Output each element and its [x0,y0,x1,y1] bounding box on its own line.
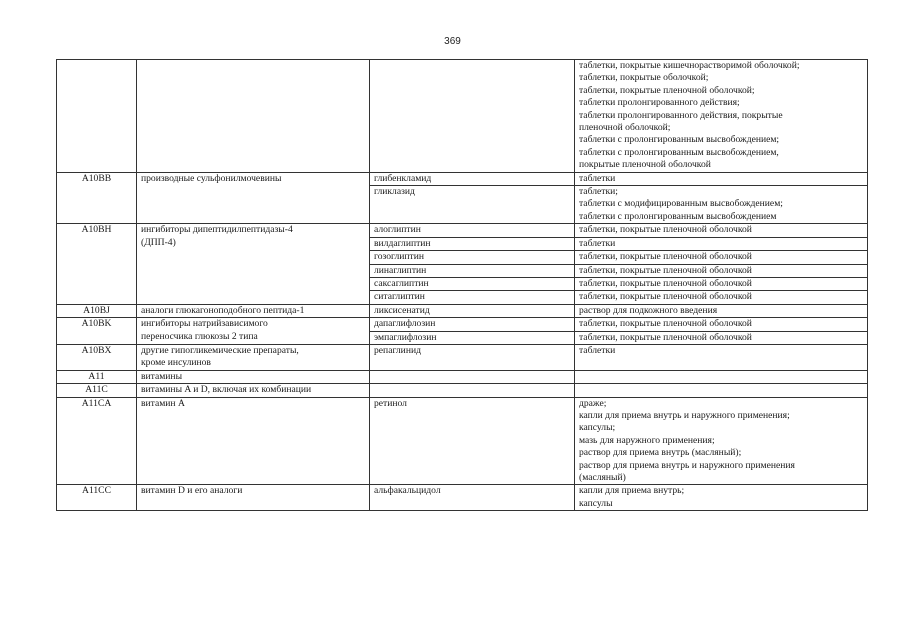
dosage-form-list [579,305,863,317]
dosage-form-list [579,186,863,223]
drug-name-cell: саксаглиптин [370,277,575,290]
dosage-form-list [579,224,863,236]
dosage-form-list [579,345,863,357]
atc-code-cell: A11 [57,370,137,383]
drug-name-cell: дапаглифлозин [370,318,575,331]
dosage-form-cell [575,264,868,277]
text-line: витамины [141,370,183,382]
group-cell [137,384,370,397]
group-cell [137,397,370,485]
group-cell [137,485,370,511]
group-name [141,371,365,383]
dosage-form-cell [575,224,868,237]
drug-name-cell: вилдаглиптин [370,237,575,250]
atc-code-cell [57,60,137,173]
text-line: раствор для приема внутрь и наружного применения [579,459,795,471]
dosage-form-list [579,332,863,344]
atc-code-cell: A10BK [57,318,137,345]
text-line: драже; [579,397,607,409]
text-line: таблетки [579,172,616,184]
drug-name-cell [370,60,575,173]
text-line: таблетки с пролонгированным высвобождением; [579,134,780,146]
dosage-form-cell [575,331,868,344]
atc-code-cell: A11C [57,384,137,397]
table-row [57,384,868,397]
atc-code-cell: A10BJ [57,304,137,317]
text-line: капсулы; [579,422,616,434]
text-line: покрытые пленочной оболочкой [579,159,711,171]
drug-name-cell: линаглиптин [370,264,575,277]
text-line: таблетки, покрытые оболочкой; [579,72,709,84]
table-row [57,397,868,485]
group-cell [137,370,370,383]
dosage-form-cell [575,251,868,264]
drug-name-cell: альфакальцидол [370,485,575,511]
text-line: таблетки, покрытые пленочной оболочкой [579,291,752,303]
text-line: таблетки, покрытые кишечнорастворимой оболочкой; [579,60,800,71]
text-line: таблетки с пролонгированным высвобождением, [579,146,779,158]
group-name [141,345,365,370]
group-name [141,305,365,317]
group-name [141,398,365,410]
table-row [57,60,868,173]
group-name [141,318,365,343]
dosage-form-list [579,318,863,330]
text-line: таблетки с пролонгированным высвобождением [579,210,777,222]
text-line: раствор для приема внутрь (масляный); [579,447,742,459]
dosage-form-cell [575,237,868,250]
dosage-form-cell [575,397,868,485]
text-line: ингибиторы натрийзависимого [141,318,268,330]
dosage-form-list [579,278,863,290]
dosage-form-list [579,173,863,185]
text-line: ингибиторы дипептидилпептидазы-4 [141,224,293,236]
drug-name-cell: ликсисенатид [370,304,575,317]
text-line: аналоги глюкагоноподобного пептида-1 [141,304,305,316]
dosage-form-list [579,485,863,510]
text-line: таблетки, покрытые пленочной оболочкой [579,251,752,263]
text-line: таблетки, покрытые пленочной оболочкой [579,264,752,276]
dosage-form-cell [575,485,868,511]
text-line: (масляный) [579,472,626,483]
dosage-form-cell [575,277,868,290]
dosage-form-cell [575,186,868,224]
dosage-form-cell [575,370,868,383]
dosage-form-cell [575,60,868,173]
group-cell [137,172,370,224]
dosage-form-list [579,238,863,250]
drug-name-cell: гликлазид [370,186,575,224]
drug-name-cell: ситаглиптин [370,291,575,304]
text-line: мазь для наружного применения; [579,434,715,446]
dosage-form-cell [575,291,868,304]
text-line: (ДПП-4) [141,236,176,248]
page-number: 369 [444,36,461,47]
text-line: таблетки, покрытые пленочной оболочкой; [579,84,755,96]
drug-name-cell: глибенкламид [370,172,575,185]
text-line: раствор для подкожного введения [579,304,718,316]
text-line: кроме инсулинов [141,357,211,369]
text-line: таблетки, покрытые пленочной оболочкой [579,277,752,289]
text-line: таблетки пролонгированного действия, покрытые [579,109,783,121]
drug-name-cell: алоглиптин [370,224,575,237]
dosage-form-cell [575,384,868,397]
text-line: витамин D и его аналоги [141,485,243,497]
group-name [141,485,365,497]
group-cell [137,318,370,345]
drug-name-cell: ретинол [370,397,575,485]
dosage-form-list [579,398,863,485]
dosage-form-cell [575,304,868,317]
group-cell [137,224,370,304]
table-row [57,172,868,185]
text-line: таблетки, покрытые пленочной оболочкой [579,318,752,330]
drug-name-cell: репаглинид [370,344,575,370]
table-row [57,304,868,317]
atc-code-cell: A10BH [57,224,137,304]
text-line: переносчика глюкозы 2 типа [141,330,258,342]
drug-name-cell [370,384,575,397]
table-row [57,224,868,237]
text-line: другие гипогликемические препараты, [141,344,299,356]
text-line: капли для приема внутрь и наружного применения; [579,409,790,421]
table-row [57,370,868,383]
text-line: витамины A и D, включая их комбинации [141,384,312,396]
text-line: таблетки [579,237,616,249]
dosage-form-cell [575,318,868,331]
group-cell [137,60,370,173]
table-row [57,318,868,331]
group-cell [137,304,370,317]
group-name [141,384,365,396]
drug-name-cell: гозоглиптин [370,251,575,264]
table-row [57,485,868,511]
dosage-form-cell [575,172,868,185]
dosage-form-cell [575,344,868,370]
text-line: таблетки, покрытые пленочной оболочкой [579,224,752,236]
text-line: производные сульфонилмочевины [141,172,282,184]
group-name [141,224,365,249]
dosage-form-list [579,291,863,303]
dosage-form-list [579,60,863,172]
dosage-form-list [579,265,863,277]
atc-code-cell: A11CA [57,397,137,485]
group-name [141,173,365,185]
text-line: капли для приема внутрь; [579,485,685,497]
atc-code-cell: A10BB [57,172,137,224]
text-line: таблетки пролонгированного действия; [579,97,740,109]
drug-name-cell: эмпаглифлозин [370,331,575,344]
dosage-form-list [579,251,863,263]
text-line: таблетки, покрытые пленочной оболочкой [579,331,752,343]
text-line: пленочной оболочкой; [579,122,671,134]
text-line: капсулы [579,497,613,509]
text-line: таблетки с модифицированным высвобождением; [579,198,783,210]
drug-table [56,59,868,511]
text-line: таблетки; [579,186,618,198]
atc-code-cell: A10BX [57,344,137,370]
text-line: витамин A [141,397,185,409]
drug-name-cell [370,370,575,383]
table-row [57,344,868,370]
group-cell [137,344,370,370]
atc-code-cell: A11CC [57,485,137,511]
text-line: таблетки [579,344,616,356]
